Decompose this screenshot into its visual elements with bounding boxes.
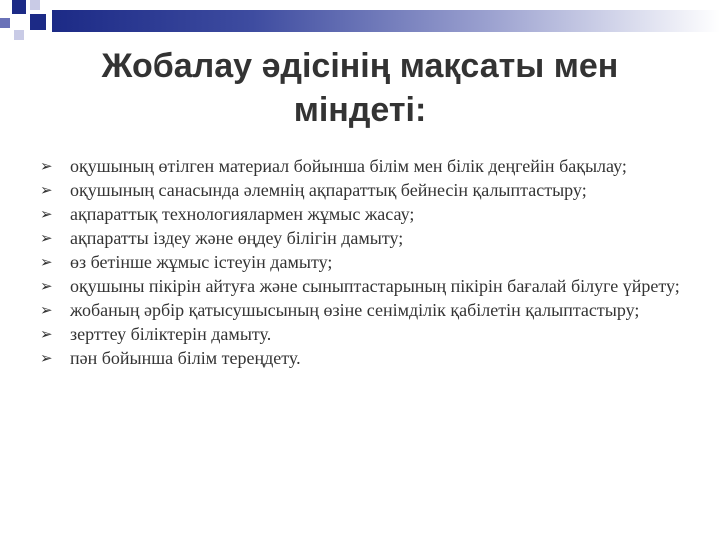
list-item-text: ақпаратты іздеу және өңдеу білігін дамыту; (70, 228, 404, 248)
decor-square (12, 0, 26, 14)
gradient-bar (52, 10, 720, 32)
arrow-bullet-icon: ➢ (40, 349, 53, 367)
arrow-bullet-icon: ➢ (40, 205, 53, 223)
title-line-1: Жобалау әдісінің мақсаты мен (101, 47, 619, 85)
list-item (40, 156, 680, 176)
decor-square (0, 18, 10, 28)
list-item-text: жобаның әрбір қатысушысының өзіне сенімділік қабілетін қалыптастыру; (70, 300, 640, 320)
slide-title (60, 44, 660, 132)
title-line-2: міндеті: (293, 91, 427, 129)
list-item-text: зерттеу біліктерін дамыту. (70, 324, 272, 344)
list-item (40, 300, 680, 320)
arrow-bullet-icon: ➢ (40, 157, 53, 175)
list-item (40, 324, 680, 344)
list-item-text: оқушыны пікірін айтуға және сыныптастарының пікірін бағалай білуге үйрету; (70, 276, 680, 296)
list-item-text: пән бойынша білім тереңдету. (70, 348, 301, 368)
header-decoration (0, 0, 720, 40)
list-item (40, 180, 680, 200)
list-item (40, 276, 680, 296)
list-item-text: ақпараттық технологиялармен жұмыс жасау; (70, 204, 415, 224)
arrow-bullet-icon: ➢ (40, 277, 53, 295)
arrow-bullet-icon: ➢ (40, 253, 53, 271)
list-item-text: оқушының санасында әлемнің ақпараттық бейнесін қалыптастыру; (70, 180, 587, 200)
list-item (40, 252, 680, 272)
arrow-bullet-icon: ➢ (40, 229, 53, 247)
task-list (40, 156, 680, 372)
decor-square (30, 14, 46, 30)
list-item (40, 204, 680, 224)
arrow-bullet-icon: ➢ (40, 301, 53, 319)
list-item (40, 228, 680, 248)
decor-square (14, 30, 24, 40)
arrow-bullet-icon: ➢ (40, 181, 53, 199)
list-item (40, 348, 680, 368)
arrow-bullet-icon: ➢ (40, 325, 53, 343)
list-item-text: оқушының өтілген материал бойынша білім мен білік деңгейін бақылау; (70, 156, 627, 176)
decor-square (30, 0, 40, 10)
list-item-text: өз бетінше жұмыс істеуін дамыту; (70, 252, 333, 272)
